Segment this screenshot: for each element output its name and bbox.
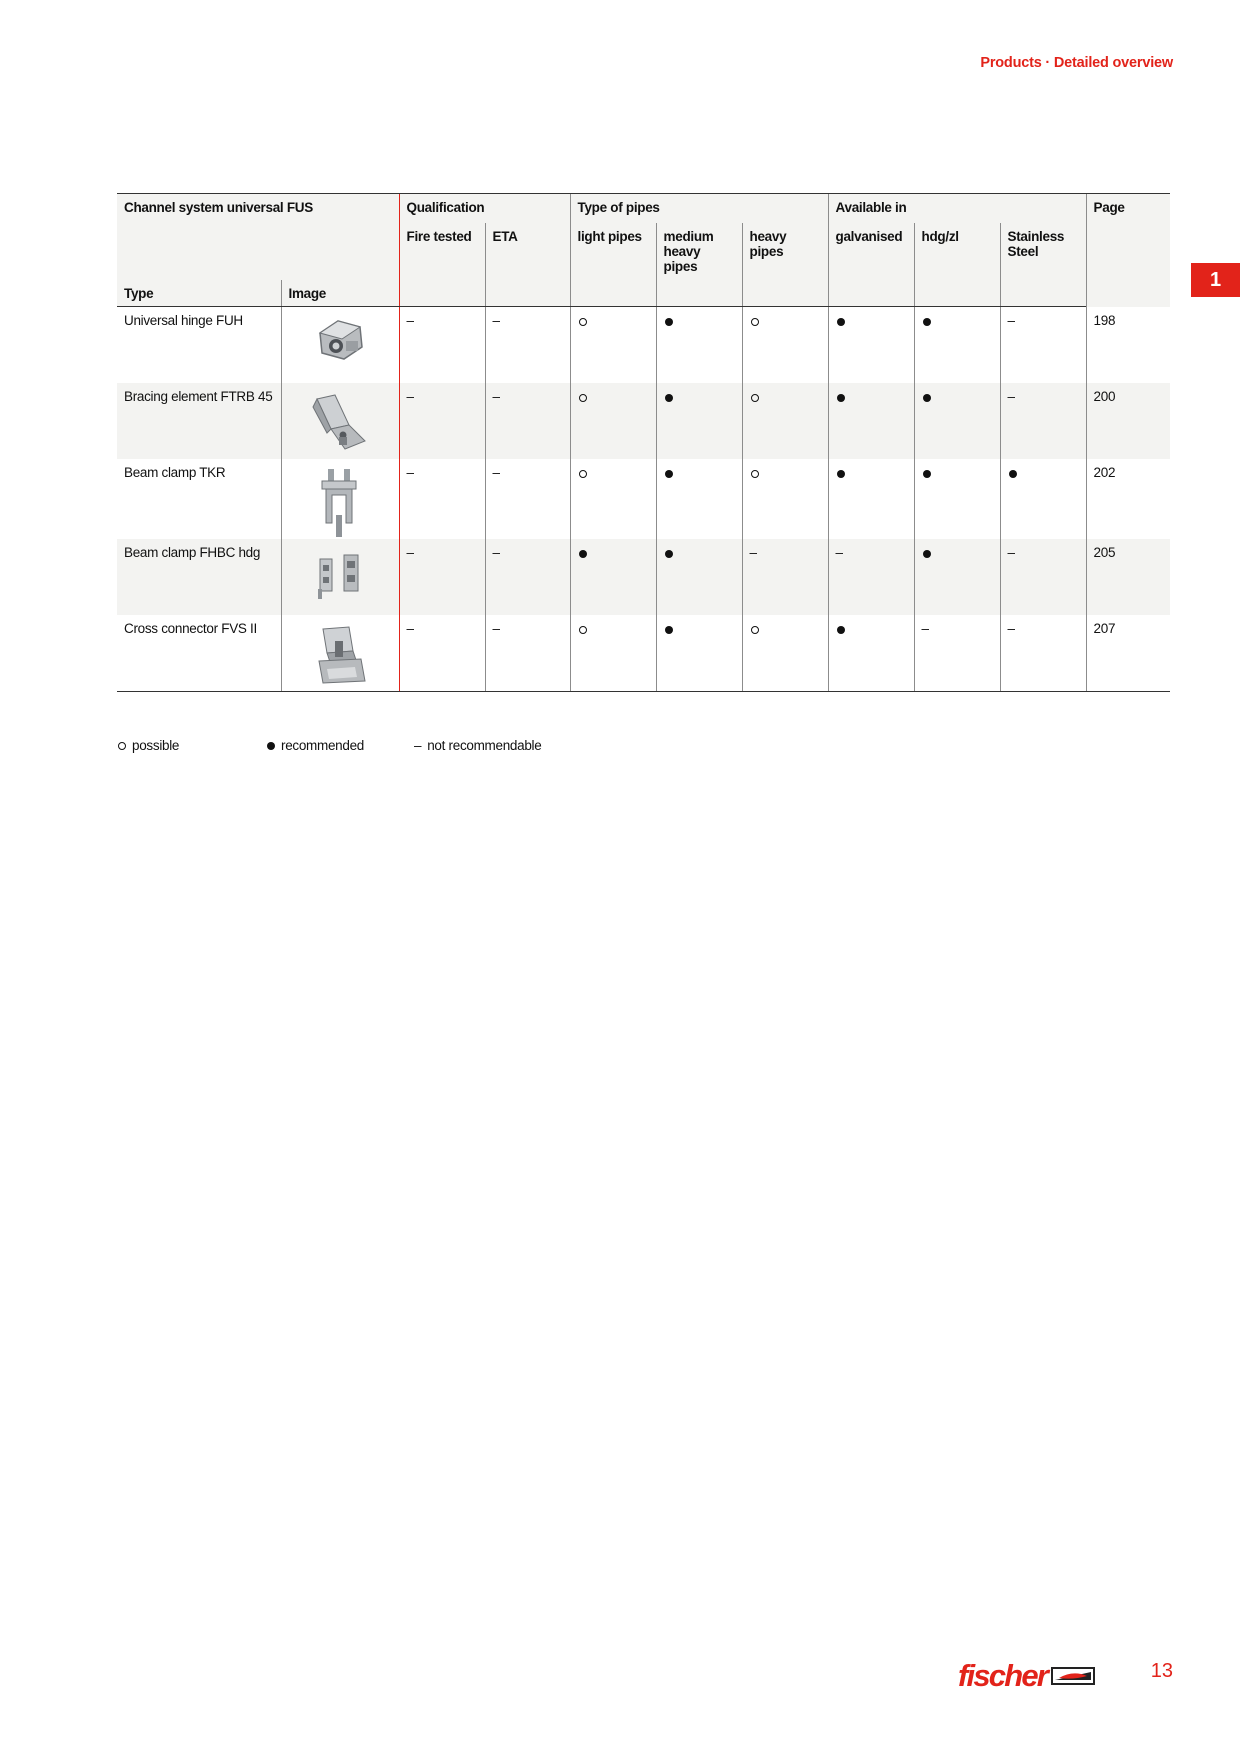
- page-reference: 198: [1086, 307, 1170, 383]
- not-recommendable-symbol: –: [1000, 307, 1086, 383]
- table-title: Channel system universal FUS: [117, 194, 399, 223]
- not-recommendable-symbol: –: [485, 539, 570, 615]
- not-recommendable-symbol: –: [485, 383, 570, 459]
- filled-circle-icon: [665, 626, 673, 634]
- filled-circle-icon: [837, 626, 845, 634]
- fischer-logo: fischer: [958, 1658, 1095, 1694]
- filled-circle-icon: [923, 470, 931, 478]
- col-hdg-zl: hdg/zl: [914, 223, 1000, 280]
- legend-recommended: recommended: [266, 738, 414, 753]
- recommended-symbol: [656, 383, 742, 459]
- filled-circle-icon: [1009, 470, 1017, 478]
- beam-clamp-fhbc-photo: [281, 539, 399, 615]
- open-circle-icon: [751, 394, 759, 402]
- col-type: Type: [117, 280, 281, 307]
- possible-symbol: [570, 615, 656, 692]
- recommended-symbol: [656, 539, 742, 615]
- legend-not-recommendable: – not recommendable: [414, 738, 542, 753]
- not-recommendable-symbol: –: [828, 539, 914, 615]
- not-recommendable-symbol: –: [1000, 615, 1086, 692]
- product-overview-table: [117, 193, 1170, 692]
- page-reference: 207: [1086, 615, 1170, 692]
- recommended-symbol: [828, 459, 914, 539]
- filled-circle-icon: [923, 394, 931, 402]
- open-circle-icon: [579, 394, 587, 402]
- table-row: [117, 615, 1170, 692]
- open-circle-icon: [751, 626, 759, 634]
- header-spacer: [117, 223, 399, 280]
- page-reference: 200: [1086, 383, 1170, 459]
- product-type: Bracing element FTRB 45: [117, 383, 281, 459]
- not-recommendable-symbol: –: [485, 615, 570, 692]
- recommended-symbol: [828, 383, 914, 459]
- possible-symbol: [742, 383, 828, 459]
- open-circle-icon: [751, 470, 759, 478]
- group-qualification: Qualification: [399, 194, 570, 223]
- filled-circle-icon: [923, 318, 931, 326]
- bracing-element-photo: [281, 383, 399, 459]
- table-row: [117, 383, 1170, 459]
- section-header: Products · Detailed overview: [980, 55, 1173, 71]
- not-recommendable-symbol: –: [914, 615, 1000, 692]
- recommended-symbol: [656, 307, 742, 383]
- product-type: Beam clamp FHBC hdg: [117, 539, 281, 615]
- col-light-pipes: light pipes: [570, 223, 656, 280]
- open-circle-icon: [579, 626, 587, 634]
- table-row: [117, 307, 1170, 383]
- group-page: Page: [1086, 194, 1170, 307]
- recommended-symbol: [656, 459, 742, 539]
- product-type: Cross connector FVS II: [117, 615, 281, 692]
- filled-circle-icon: [579, 550, 587, 558]
- recommended-symbol: [914, 307, 1000, 383]
- recommended-symbol: [914, 383, 1000, 459]
- open-circle-icon: [118, 742, 126, 750]
- possible-symbol: [742, 307, 828, 383]
- not-recommendable-symbol: –: [399, 459, 485, 539]
- col-fire-tested: Fire tested: [399, 223, 485, 280]
- possible-symbol: [570, 459, 656, 539]
- possible-symbol: [570, 383, 656, 459]
- col-galvanised: galvanised: [828, 223, 914, 280]
- col-heavy-pipes: heavy pipes: [742, 223, 828, 280]
- filled-circle-icon: [665, 394, 673, 402]
- product-type: Beam clamp TKR: [124, 464, 226, 480]
- filled-circle-icon: [665, 470, 673, 478]
- open-circle-icon: [751, 318, 759, 326]
- filled-circle-icon: [837, 394, 845, 402]
- recommended-symbol: [828, 615, 914, 692]
- fish-logo-icon: [1051, 1666, 1095, 1686]
- not-recommendable-symbol: –: [399, 539, 485, 615]
- col-image: Image: [281, 280, 399, 307]
- open-circle-icon: [579, 318, 587, 326]
- filled-circle-icon: [837, 318, 845, 326]
- not-recommendable-symbol: –: [485, 307, 570, 383]
- recommended-symbol: [914, 539, 1000, 615]
- open-circle-icon: [579, 470, 587, 478]
- not-recommendable-symbol: –: [399, 383, 485, 459]
- page-reference: 205: [1086, 539, 1170, 615]
- group-available-in: Available in: [828, 194, 1086, 223]
- possible-symbol: [742, 615, 828, 692]
- product-type: Universal hinge FUH: [124, 313, 243, 328]
- not-recommendable-symbol: –: [742, 539, 828, 615]
- col-medium-heavy-pipes: medium heavy pipes: [656, 223, 742, 280]
- not-recommendable-symbol: –: [1000, 383, 1086, 459]
- not-recommendable-symbol: –: [399, 615, 485, 692]
- beam-clamp-tkr-photo: [281, 459, 399, 539]
- legend: [117, 738, 541, 753]
- table-row: [117, 539, 1170, 615]
- recommended-symbol: [656, 615, 742, 692]
- universal-hinge-photo: [281, 307, 399, 383]
- recommended-symbol: [828, 307, 914, 383]
- cross-connector-photo: [281, 615, 399, 692]
- not-recommendable-symbol: –: [399, 307, 485, 383]
- chapter-tab: 1: [1191, 263, 1240, 297]
- page-reference: 202: [1086, 459, 1170, 539]
- filled-circle-icon: [837, 470, 845, 478]
- filled-circle-icon: [267, 742, 275, 750]
- not-recommendable-symbol: –: [1000, 539, 1086, 615]
- legend-possible: possible: [117, 738, 266, 753]
- filled-circle-icon: [665, 550, 673, 558]
- col-eta: ETA: [485, 223, 570, 280]
- recommended-symbol: [570, 539, 656, 615]
- recommended-symbol: [914, 459, 1000, 539]
- filled-circle-icon: [665, 318, 673, 326]
- dash-icon: –: [414, 738, 422, 753]
- filled-circle-icon: [923, 550, 931, 558]
- recommended-symbol: [1000, 459, 1086, 539]
- table-row: [117, 459, 1170, 539]
- not-recommendable-symbol: –: [485, 459, 570, 539]
- possible-symbol: [742, 459, 828, 539]
- col-stainless-steel: Stainless Steel: [1000, 223, 1086, 280]
- possible-symbol: [570, 307, 656, 383]
- page-number: 13: [1150, 1660, 1173, 1682]
- group-type-of-pipes: Type of pipes: [570, 194, 828, 223]
